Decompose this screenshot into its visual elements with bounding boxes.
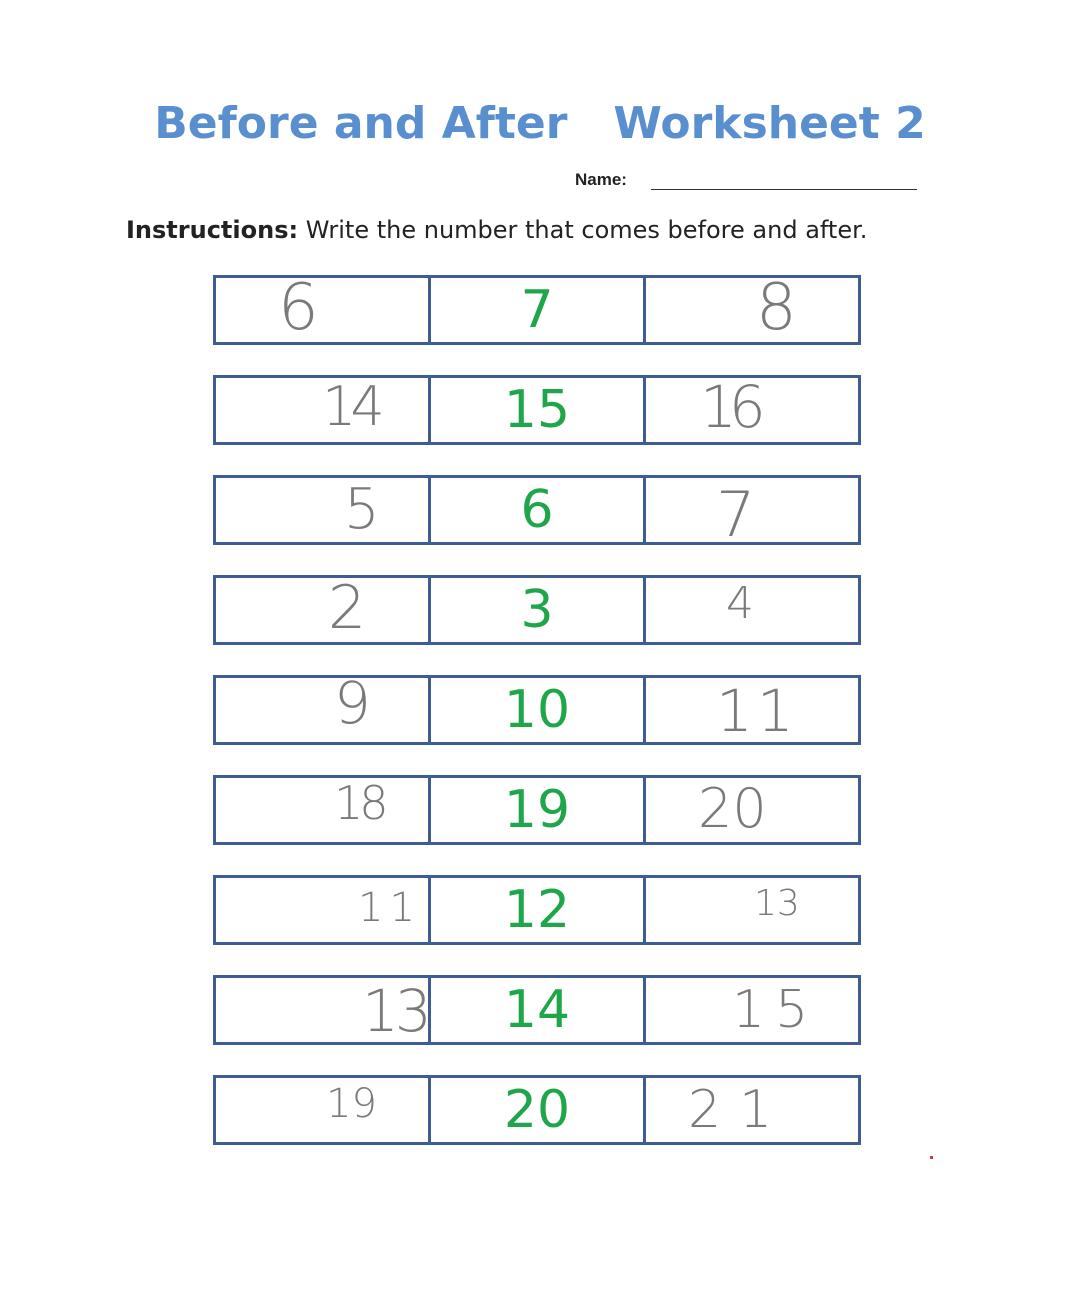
worksheet-row	[213, 375, 861, 445]
before-box[interactable]	[216, 669, 431, 742]
handwritten-before: 2	[328, 573, 367, 643]
after-box[interactable]	[646, 978, 858, 1042]
given-number-box	[431, 1078, 646, 1142]
worksheet-row	[213, 875, 861, 945]
worksheet-row	[213, 775, 861, 845]
handwritten-after: 13	[754, 883, 800, 924]
handwritten-before: 19	[326, 1081, 377, 1127]
given-number: 14	[503, 980, 571, 1040]
given-number-box	[431, 778, 646, 842]
before-box[interactable]	[216, 1078, 431, 1142]
given-number-box	[431, 278, 646, 342]
given-number: 19	[503, 780, 571, 840]
worksheet-row	[213, 575, 861, 645]
handwritten-after: 7	[716, 478, 756, 551]
given-number-box	[431, 978, 646, 1042]
handwritten-after: 20	[698, 777, 767, 840]
worksheet-row	[213, 475, 861, 551]
after-box[interactable]	[646, 478, 858, 551]
after-box[interactable]	[646, 878, 858, 942]
given-number-box	[431, 378, 646, 442]
before-box[interactable]	[216, 778, 431, 842]
handwritten-after: 21	[688, 1080, 791, 1140]
handwritten-after: 15	[732, 980, 819, 1040]
before-box[interactable]	[216, 573, 431, 643]
handwritten-after: 8	[756, 271, 797, 345]
after-box[interactable]	[646, 578, 858, 642]
name-field-line[interactable]	[651, 189, 917, 190]
given-number-box	[431, 578, 646, 642]
worksheet-row	[213, 271, 861, 345]
given-number: 6	[520, 480, 554, 540]
after-box[interactable]	[646, 373, 858, 442]
given-number: 12	[503, 880, 571, 940]
given-number: 10	[503, 680, 571, 740]
after-box[interactable]	[646, 1078, 858, 1142]
after-box[interactable]	[646, 778, 858, 842]
handwritten-after: 16	[700, 373, 758, 441]
given-number-box	[431, 478, 646, 542]
given-number: 20	[503, 1080, 571, 1140]
instructions	[126, 216, 867, 244]
before-box[interactable]	[216, 478, 431, 542]
after-box[interactable]	[646, 271, 858, 345]
handwritten-before: 9	[334, 669, 371, 737]
handwritten-before: 6	[278, 271, 319, 345]
worksheet-row	[213, 975, 861, 1045]
handwritten-after: 11	[716, 677, 798, 745]
worksheet-row	[213, 1075, 861, 1145]
instructions-text: Write the number that comes before and after.	[305, 216, 868, 244]
given-number: 3	[520, 580, 554, 640]
instructions-label: Instructions:	[126, 216, 299, 244]
name-label: Name:	[575, 170, 627, 189]
before-box[interactable]	[216, 375, 431, 442]
handwritten-before: 18	[334, 776, 385, 830]
handwritten-before: 11	[358, 885, 421, 931]
handwritten-before: 14	[322, 375, 379, 438]
handwritten-before: 13	[362, 977, 428, 1045]
before-box[interactable]	[216, 878, 431, 942]
given-number-box	[431, 678, 646, 742]
before-box[interactable]	[216, 271, 431, 345]
worksheet-row	[213, 669, 861, 745]
handwritten-before: 5	[344, 477, 380, 542]
given-number: 7	[520, 280, 554, 340]
before-box[interactable]	[216, 977, 431, 1045]
after-box[interactable]	[646, 677, 858, 745]
worksheet-title: Before and After Worksheet 2	[154, 98, 926, 149]
given-number: 15	[503, 380, 571, 440]
handwritten-after: 4	[726, 578, 754, 629]
stray-mark	[930, 1156, 933, 1159]
given-number-box	[431, 878, 646, 942]
